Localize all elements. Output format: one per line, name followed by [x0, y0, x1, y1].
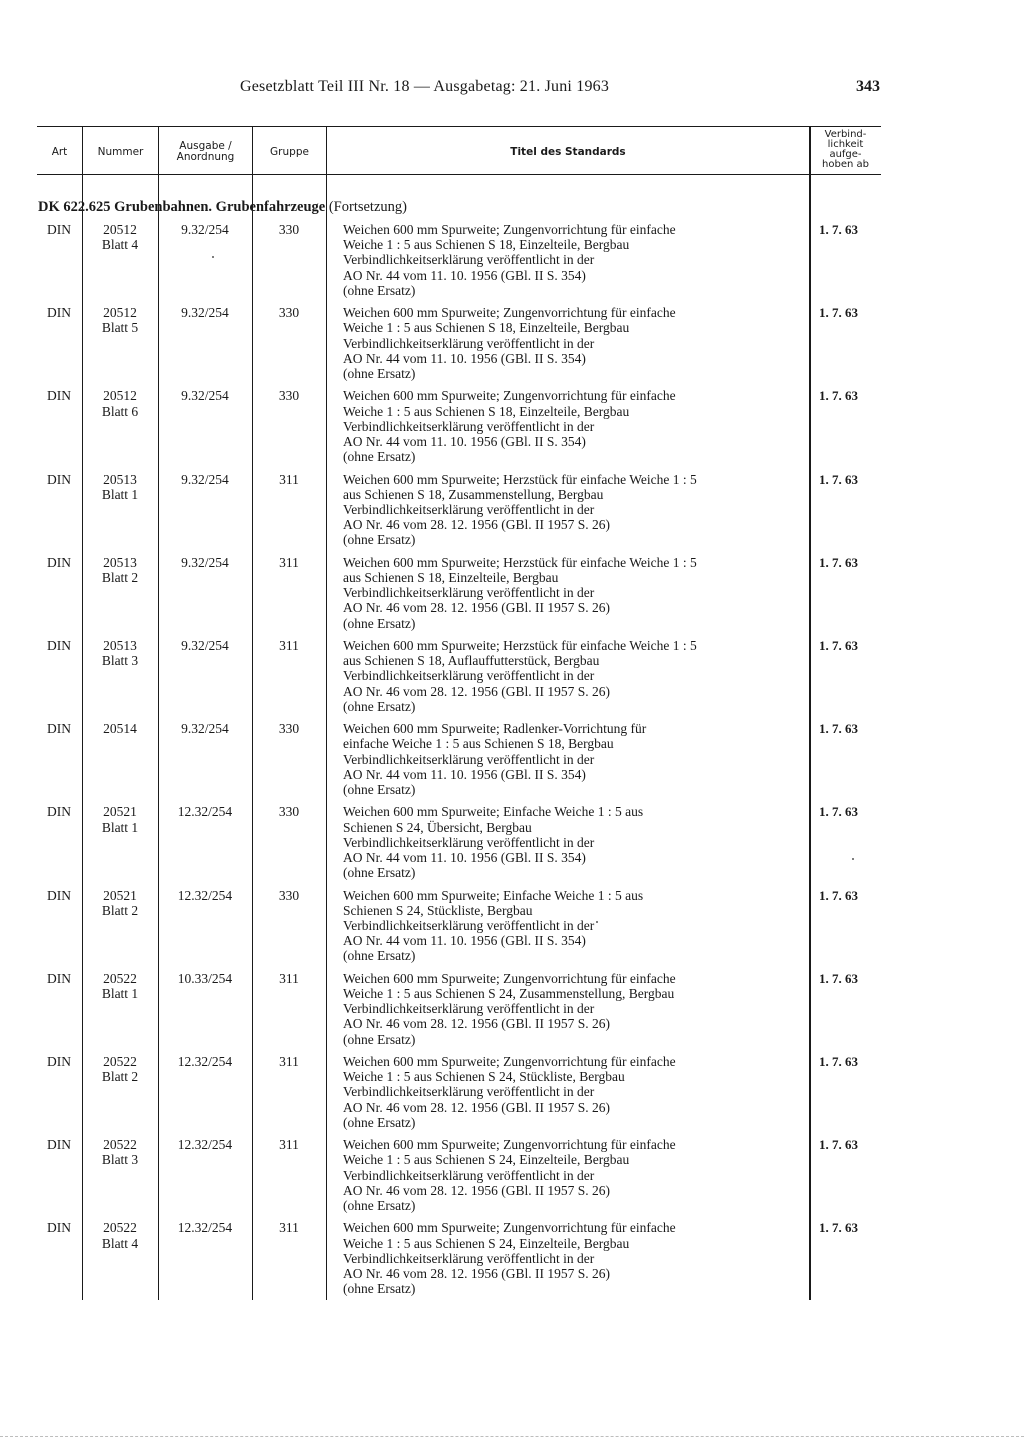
cell-titel-line: Weichen 600 mm Spurweite; Radlenker-Vorrichtung für — [343, 721, 647, 737]
cell-ausgabe: 9.32/254 — [181, 554, 229, 570]
table-row — [37, 971, 881, 1051]
cell-gruppe: 330 — [278, 804, 300, 820]
cell-titel-line: Verbindlichkeitserklärung veröffentlicht in der — [343, 918, 595, 933]
cell-titel — [343, 721, 813, 797]
cell-art: DIN — [47, 1054, 71, 1069]
cell-art: DIN — [47, 1220, 71, 1236]
cell-titel-line: Verbindlichkeitserklärung veröffentlicht in der — [343, 418, 595, 434]
cell-art: DIN — [47, 222, 71, 237]
cell-titel — [343, 555, 813, 631]
cell-ausgabe: 10.33/254 — [177, 970, 233, 986]
cell-titel — [343, 1137, 813, 1213]
cell-verbindlichkeit: 1. 7. 63 — [819, 1220, 858, 1236]
cell-titel-line: Weiche 1 : 5 aus Schienen S 18, Einzelteile, Bergbau — [343, 403, 630, 419]
column-header-verbindlichkeit-line: Verbind- — [824, 129, 867, 140]
cell-titel-line: AO Nr. 46 vom 28. 12. 1956 (GBl. II 1957 S. 26) — [343, 1182, 610, 1198]
cell-titel-line: Schienen S 24, Übersicht, Bergbau — [343, 819, 532, 835]
cell-titel-line: Verbindlichkeitserklärung veröffentlicht in der — [343, 502, 595, 517]
cell-titel-line: Weiche 1 : 5 aus Schienen S 24, Stückliste, Bergbau — [343, 1069, 625, 1085]
cell-nummer: 20522 Blatt 2 — [101, 1054, 139, 1085]
cell-verbindlichkeit: 1. 7. 63 — [819, 638, 858, 653]
cell-titel-line: (ohne Ersatz) — [343, 865, 416, 881]
cell-verbindlichkeit: 1. 7. 63 — [819, 222, 858, 237]
cell-titel-line: AO Nr. 44 vom 11. 10. 1956 (GBl. II S. 354) — [343, 267, 586, 283]
cell-ausgabe: 9.32/254 — [181, 222, 229, 237]
cell-titel-line: Verbindlichkeitserklärung veröffentlicht in der — [343, 834, 595, 850]
cell-titel-line: Weiche 1 : 5 aus Schienen S 24, Zusammenstellung, Bergbau — [343, 986, 675, 1001]
cell-titel-line: AO Nr. 44 vom 11. 10. 1956 (GBl. II S. 354) — [343, 933, 586, 949]
column-header-verbindlichkeit-line: lichkeit — [827, 139, 864, 150]
column-header-gruppe: Gruppe — [270, 145, 309, 158]
cell-titel-line: Weichen 600 mm Spurweite; Zungenvorrichtung für einfache — [343, 1054, 676, 1069]
cell-art: DIN — [47, 721, 71, 737]
column-header-nummer: Nummer — [97, 145, 144, 158]
column-header-ausgabe-line: Ausgabe / — [179, 140, 232, 152]
section-heading — [38, 199, 407, 216]
cell-nummer: 20522 Blatt 4 — [101, 1220, 139, 1251]
cell-verbindlichkeit: 1. 7. 63 — [819, 970, 858, 986]
cell-art: DIN — [47, 887, 71, 903]
cell-titel-line: Verbindlichkeitserklärung veröffentlicht in der — [343, 1084, 595, 1100]
table-row — [37, 888, 881, 968]
cell-titel-line: AO Nr. 46 vom 28. 12. 1956 (GBl. II 1957 S. 26) — [343, 683, 610, 699]
cell-art: DIN — [47, 1137, 71, 1153]
cell-titel — [343, 638, 813, 714]
cell-ausgabe: 12.32/254 — [177, 1220, 233, 1236]
cell-titel — [343, 971, 813, 1047]
cell-art: DIN — [47, 305, 71, 321]
cell-titel-line: Weiche 1 : 5 aus Schienen S 18, Einzelteile, Bergbau — [343, 320, 630, 336]
cell-titel-line: (ohne Ersatz) — [343, 1198, 416, 1213]
cell-gruppe: 330 — [278, 887, 300, 903]
cell-ausgabe: 12.32/254 — [177, 1054, 233, 1069]
cell-verbindlichkeit: 1. 7. 63 — [819, 554, 858, 570]
cell-titel-line: aus Schienen S 18, Auflauffutterstück, Bergbau — [343, 653, 600, 669]
cell-titel — [343, 472, 813, 548]
cell-gruppe: 330 — [278, 305, 300, 321]
cell-nummer: 20513 Blatt 3 — [101, 638, 139, 669]
cell-nummer: 20513 Blatt 1 — [101, 471, 139, 502]
scan-speck — [852, 858, 854, 860]
table-top-rule — [37, 126, 881, 127]
section-heading-note: (Fortsetzung) — [328, 199, 407, 215]
table-row — [37, 804, 881, 884]
cell-titel-line: Weiche 1 : 5 aus Schienen S 24, Einzelteile, Bergbau — [343, 1235, 630, 1251]
cell-art: DIN — [47, 554, 71, 570]
cell-titel-line: AO Nr. 46 vom 28. 12. 1956 (GBl. II 1957 S. 26) — [343, 517, 610, 533]
page-header — [240, 78, 880, 102]
cell-nummer: 20513 Blatt 2 — [101, 554, 139, 585]
cell-titel-line: AO Nr. 44 vom 11. 10. 1956 (GBl. II S. 354) — [343, 766, 586, 782]
cell-gruppe: 311 — [279, 471, 299, 487]
scan-speck — [212, 256, 214, 258]
column-header-verbindlichkeit-line: aufge- — [829, 149, 862, 160]
page-title: Gesetzblatt Teil III Nr. 18 — Ausgabetag: 21. Juni 1963 — [240, 78, 610, 95]
cell-titel-line: (ohne Ersatz) — [343, 532, 416, 548]
cell-titel-line: (ohne Ersatz) — [343, 449, 416, 465]
column-header-verbindlichkeit-line: hoben ab — [822, 159, 869, 170]
cell-nummer: 20514 — [103, 721, 137, 737]
cell-verbindlichkeit: 1. 7. 63 — [819, 305, 858, 321]
cell-nummer: 20512 Blatt 4 — [101, 222, 139, 253]
cell-titel-line: Weichen 600 mm Spurweite; Einfache Weiche 1 : 5 aus — [343, 887, 644, 903]
cell-gruppe: 330 — [278, 721, 300, 737]
cell-titel-line: (ohne Ersatz) — [343, 782, 416, 797]
cell-titel-line: aus Schienen S 18, Einzelteile, Bergbau — [343, 570, 559, 585]
cell-titel — [343, 388, 813, 464]
cell-titel — [343, 222, 813, 298]
column-header-art: Art — [51, 145, 68, 158]
cell-nummer: 20522 Blatt 3 — [101, 1137, 139, 1168]
cell-titel-line: Weichen 600 mm Spurweite; Herzstück für einfache Weiche 1 : 5 — [343, 554, 697, 570]
cell-titel-line: (ohne Ersatz) — [343, 366, 416, 381]
cell-titel-line: (ohne Ersatz) — [343, 1031, 416, 1047]
cell-titel-line: Weichen 600 mm Spurweite; Einfache Weiche 1 : 5 aus — [343, 804, 644, 820]
cell-art: DIN — [47, 970, 71, 986]
cell-nummer: 20521 Blatt 2 — [101, 887, 139, 918]
cell-titel-line: Verbindlichkeitserklärung veröffentlicht in der — [343, 1001, 595, 1017]
column-header-verbindlichkeit — [810, 126, 881, 174]
cell-art: DIN — [47, 804, 71, 820]
cell-art: DIN — [47, 471, 71, 487]
table-row — [37, 721, 881, 801]
cell-titel-line: Weichen 600 mm Spurweite; Herzstück für einfache Weiche 1 : 5 — [343, 638, 697, 653]
cell-titel — [343, 1220, 813, 1296]
cell-ausgabe: 12.32/254 — [177, 804, 233, 820]
column-header-ausgabe-line: Anordnung — [176, 151, 235, 163]
cell-titel-line: AO Nr. 44 vom 11. 10. 1956 (GBl. II S. 354) — [343, 434, 586, 449]
cell-titel-line: (ohne Ersatz) — [343, 1281, 416, 1297]
table-row — [37, 1137, 881, 1217]
cell-titel-line: Weichen 600 mm Spurweite; Zungenvorrichtung für einfache — [343, 970, 676, 986]
cell-verbindlichkeit: 1. 7. 63 — [819, 804, 858, 820]
table-row — [37, 472, 881, 552]
cell-ausgabe: 9.32/254 — [181, 305, 229, 321]
table-row — [37, 1220, 881, 1300]
cell-titel-line: (ohne Ersatz) — [343, 615, 416, 631]
cell-ausgabe: 9.32/254 — [181, 388, 229, 404]
cell-ausgabe: 12.32/254 — [177, 887, 233, 903]
cell-titel-line: Weichen 600 mm Spurweite; Zungenvorrichtung für einfache — [343, 222, 676, 237]
cell-titel-line: (ohne Ersatz) — [343, 948, 416, 964]
page-number: 343 — [856, 78, 880, 95]
cell-ausgabe: 9.32/254 — [181, 471, 229, 487]
cell-titel-line: AO Nr. 46 vom 28. 12. 1956 (GBl. II 1957 S. 26) — [343, 1016, 610, 1032]
cell-titel — [343, 1054, 813, 1130]
cell-titel-line: AO Nr. 46 vom 28. 12. 1956 (GBl. II 1957 S. 26) — [343, 1099, 610, 1115]
cell-ausgabe: 9.32/254 — [181, 721, 229, 737]
cell-verbindlichkeit: 1. 7. 63 — [819, 887, 858, 903]
cell-ausgabe: 12.32/254 — [177, 1137, 233, 1153]
cell-titel — [343, 804, 813, 880]
cell-titel-line: einfache Weiche 1 : 5 aus Schienen S 18, Bergbau — [343, 736, 614, 752]
cell-gruppe: 311 — [279, 1054, 299, 1069]
table-row — [37, 388, 881, 468]
cell-verbindlichkeit: 1. 7. 63 — [819, 1054, 858, 1069]
cell-ausgabe: 9.32/254 — [181, 638, 229, 653]
cell-titel-line: (ohne Ersatz) — [343, 282, 416, 298]
cell-verbindlichkeit: 1. 7. 63 — [819, 721, 858, 737]
cell-nummer: 20522 Blatt 1 — [101, 970, 139, 1001]
cell-titel-line: AO Nr. 44 vom 11. 10. 1956 (GBl. II S. 354) — [343, 350, 586, 366]
table-row — [37, 305, 881, 385]
cell-gruppe: 311 — [279, 970, 299, 986]
cell-gruppe: 330 — [278, 388, 300, 404]
column-header-ausgabe — [159, 132, 252, 172]
table-row — [37, 555, 881, 635]
cell-titel-line: Weiche 1 : 5 aus Schienen S 18, Einzelteile, Bergbau — [343, 237, 630, 253]
cell-nummer: 20521 Blatt 1 — [101, 804, 139, 835]
cell-gruppe: 311 — [279, 1220, 299, 1236]
cell-titel-line: Schienen S 24, Stückliste, Bergbau — [343, 902, 533, 918]
cell-titel-line: aus Schienen S 18, Zusammenstellung, Bergbau — [343, 486, 604, 502]
cell-titel-line: Weichen 600 mm Spurweite; Zungenvorrichtung für einfache — [343, 388, 676, 404]
cell-titel-line: Weichen 600 mm Spurweite; Zungenvorrichtung für einfache — [343, 305, 676, 321]
cell-verbindlichkeit: 1. 7. 63 — [819, 1137, 858, 1153]
column-header-titel: Titel des Standards — [510, 145, 626, 158]
cell-titel-line: AO Nr. 46 vom 28. 12. 1956 (GBl. II 1957 S. 26) — [343, 1266, 610, 1281]
cell-titel-line: Verbindlichkeitserklärung veröffentlicht in der — [343, 668, 595, 684]
cell-titel-line: Weiche 1 : 5 aus Schienen S 24, Einzelteile, Bergbau — [343, 1152, 630, 1168]
scan-speck — [596, 921, 598, 923]
cell-gruppe: 311 — [279, 1137, 299, 1153]
cell-gruppe: 311 — [279, 638, 299, 653]
cell-titel-line: Verbindlichkeitserklärung veröffentlicht in der — [343, 1167, 595, 1183]
cell-verbindlichkeit: 1. 7. 63 — [819, 471, 858, 487]
table-row — [37, 638, 881, 718]
cell-nummer: 20512 Blatt 6 — [101, 388, 139, 419]
cell-titel-line: Verbindlichkeitserklärung veröffentlicht in der — [343, 585, 595, 601]
cell-titel-line: AO Nr. 46 vom 28. 12. 1956 (GBl. II 1957 S. 26) — [343, 600, 610, 616]
cell-titel-line: Weichen 600 mm Spurweite; Zungenvorrichtung für einfache — [343, 1137, 676, 1153]
cell-nummer: 20512 Blatt 5 — [101, 305, 139, 336]
cell-titel — [343, 305, 813, 381]
table-header-rule — [37, 174, 881, 175]
cell-titel-line: AO Nr. 44 vom 11. 10. 1956 (GBl. II S. 354) — [343, 850, 586, 865]
cell-titel-line: Verbindlichkeitserklärung veröffentlicht in der — [343, 252, 595, 268]
cell-titel-line: Weichen 600 mm Spurweite; Zungenvorrichtung für einfache — [343, 1220, 676, 1236]
scan-edge — [0, 1436, 1024, 1437]
cell-titel — [343, 888, 813, 964]
cell-gruppe: 311 — [279, 554, 299, 570]
cell-titel-line: Verbindlichkeitserklärung veröffentlicht in der — [343, 335, 595, 351]
cell-titel-line: (ohne Ersatz) — [343, 1114, 416, 1130]
table-row — [37, 222, 881, 302]
cell-verbindlichkeit: 1. 7. 63 — [819, 388, 858, 404]
cell-gruppe: 330 — [278, 222, 300, 237]
cell-art: DIN — [47, 388, 71, 404]
section-heading-title: DK 622.625 Grubenbahnen. Grubenfahrzeuge — [38, 199, 326, 215]
cell-titel-line: Weichen 600 mm Spurweite; Herzstück für einfache Weiche 1 : 5 — [343, 471, 697, 487]
cell-titel-line: Verbindlichkeitserklärung veröffentlicht in der — [343, 751, 595, 767]
cell-titel-line: Verbindlichkeitserklärung veröffentlicht in der — [343, 1250, 595, 1266]
cell-art: DIN — [47, 638, 71, 653]
table-row — [37, 1054, 881, 1134]
cell-titel-line: (ohne Ersatz) — [343, 698, 416, 714]
